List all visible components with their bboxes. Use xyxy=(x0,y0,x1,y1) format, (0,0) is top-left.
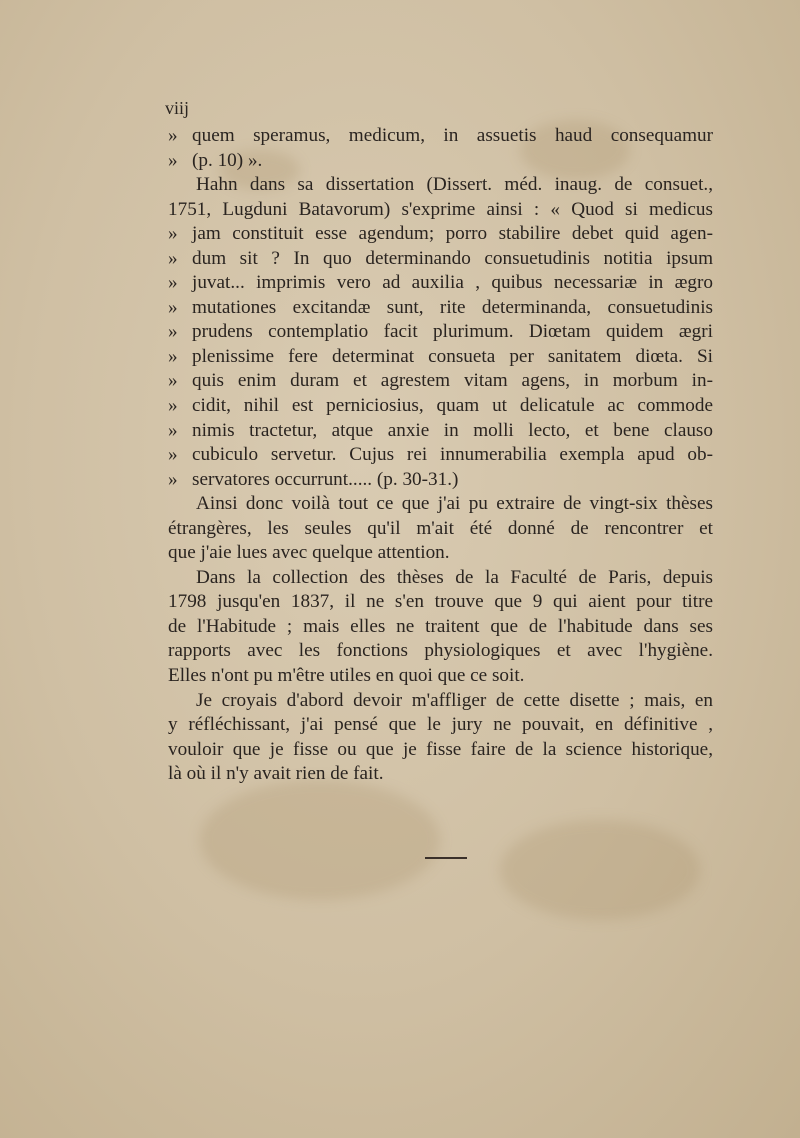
text-line xyxy=(168,468,713,493)
line-text: vouloir que je fisse ou que je fisse faire de la science historique, xyxy=(168,738,713,760)
line-text: 1798 jusqu'en 1837, il ne s'en trouve que 9 qui aient pour titre xyxy=(168,591,713,613)
text-line xyxy=(168,713,713,738)
text-line xyxy=(168,689,713,714)
quote-mark: » xyxy=(168,321,178,343)
text-line xyxy=(168,149,713,174)
text-line xyxy=(168,271,713,296)
line-text: mutationes excitandæ sunt, rite determinanda, consuetudinis xyxy=(192,296,713,318)
line-text: de l'Habitude ; mais elles ne traitent que de l'habitude dans ses xyxy=(168,615,713,637)
line-text: jam constituit esse agendum; porro stabilire debet quid agen- xyxy=(192,223,713,245)
line-text: Hahn dans sa dissertation (Dissert. méd. inaug. de consuet., xyxy=(196,174,713,196)
line-text: 1751, Lugduni Batavorum) s'exprime ainsi : « Quod si medicus xyxy=(168,198,713,220)
quote-mark: » xyxy=(168,149,178,171)
text-line xyxy=(168,615,713,640)
quote-mark: » xyxy=(168,395,178,417)
text-line xyxy=(168,247,713,272)
quote-mark: » xyxy=(168,419,178,441)
paper-stain xyxy=(500,820,700,920)
line-text: Dans la collection des thèses de la Faculté de Paris, depuis xyxy=(196,566,713,588)
page-number: viij xyxy=(165,98,190,118)
quote-mark: » xyxy=(168,223,178,245)
quote-mark: » xyxy=(168,296,178,318)
quote-mark: » xyxy=(168,125,178,146)
line-text: étrangères, les seules qu'il m'ait été donné de rencontrer et xyxy=(168,517,713,539)
text-line xyxy=(168,198,713,223)
paper-stain xyxy=(200,780,440,900)
quote-mark: » xyxy=(168,444,178,466)
line-text: juvat... imprimis vero ad auxilia , quibus necessariæ in ægro xyxy=(192,272,713,294)
line-text: (p. 10) ». xyxy=(192,149,263,171)
line-text: quem speramus, medicum, in assuetis haud consequamur xyxy=(192,125,713,146)
text-line xyxy=(168,369,713,394)
line-text: là où il n'y avait rien de fait. xyxy=(168,763,384,785)
quote-mark: » xyxy=(168,345,178,367)
text-line xyxy=(168,443,713,468)
text-line xyxy=(168,517,713,542)
line-text: Je croyais d'abord devoir m'affliger de cette disette ; mais, en xyxy=(196,689,713,711)
text-line xyxy=(168,566,713,591)
document-body xyxy=(168,124,713,787)
section-divider xyxy=(425,857,467,859)
text-line xyxy=(168,738,713,763)
line-text: Elles n'ont pu m'être utiles en quoi que ce soit. xyxy=(168,665,525,687)
text-line xyxy=(168,492,713,517)
text-line xyxy=(168,296,713,321)
line-text: que j'aie lues avec quelque attention. xyxy=(168,542,450,564)
line-text: quis enim duram et agrestem vitam agens, in morbum in- xyxy=(192,370,713,392)
line-text: servatores occurrunt..... (p. 30-31.) xyxy=(192,468,459,490)
line-text: cidit, nihil est perniciosius, quam ut delicatule ac commode xyxy=(192,395,713,417)
text-line xyxy=(168,419,713,444)
quote-mark: » xyxy=(168,468,178,490)
line-text: rapports avec les fonctions physiologiques et avec l'hygiène. xyxy=(168,640,713,662)
text-line xyxy=(168,173,713,198)
text-line xyxy=(168,762,713,787)
text-line xyxy=(168,345,713,370)
line-text: y réfléchissant, j'ai pensé que le jury ne pouvait, en définitive , xyxy=(168,714,713,736)
line-text: prudens contemplatio facit plurimum. Diœtam quidem ægri xyxy=(192,321,713,343)
line-text: nimis tractetur, atque anxie in molli lecto, et bene clauso xyxy=(192,419,713,441)
text-line xyxy=(168,541,713,566)
text-line xyxy=(168,590,713,615)
line-text: cubiculo servetur. Cujus rei innumerabilia exempla apud ob- xyxy=(192,444,713,466)
line-text: dum sit ? In quo determinando consuetudinis notitia ipsum xyxy=(192,247,713,269)
quote-mark: » xyxy=(168,370,178,392)
text-line xyxy=(168,394,713,419)
line-text: Ainsi donc voilà tout ce que j'ai pu extraire de vingt-six thèses xyxy=(196,493,713,515)
text-line xyxy=(168,664,713,689)
text-line xyxy=(168,639,713,664)
line-text: plenissime fere determinat consueta per sanitatem diœta. Si xyxy=(192,345,713,367)
text-line xyxy=(168,124,713,149)
quote-mark: » xyxy=(168,247,178,269)
text-line xyxy=(168,222,713,247)
text-line xyxy=(168,320,713,345)
quote-mark: » xyxy=(168,272,178,294)
